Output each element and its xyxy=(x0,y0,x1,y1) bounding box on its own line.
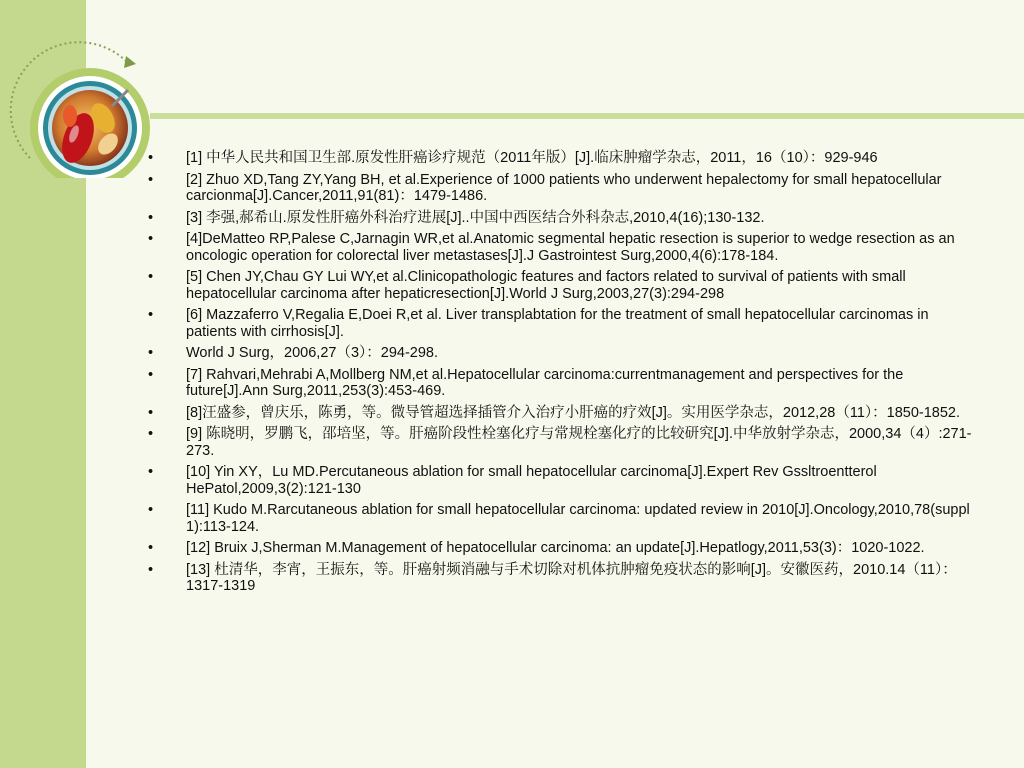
reference-item xyxy=(148,269,978,302)
reference-text: [7] Rahvari,Mehrabi A,Mollberg NM,et al.Hepatocellular carcinoma:currentmanagement and perspectives for the future[J].Ann Surg,2011,253(3):453-469. xyxy=(186,366,904,399)
bullet-icon: • xyxy=(148,231,154,247)
bullet-icon: • xyxy=(148,150,154,166)
reference-item xyxy=(148,231,978,264)
bullet-icon: • xyxy=(148,464,154,480)
reference-text: [13] 杜清华，李宵，王振东，等。肝癌射频消融与手术切除对机体抗肿瘤免疫状态的影响[J]。安徽医药，2010.14（11）：1317-1319 xyxy=(186,561,957,594)
reference-text: [12] Bruix J,Sherman M.Management of hepatocellular carcinoma: an update[J].Hepatlogy,2011,53(3)：1020-1022. xyxy=(186,540,925,556)
reference-item xyxy=(148,502,978,535)
bullet-icon: • xyxy=(148,561,154,578)
reference-text: [11] Kudo M.Rarcutaneous ablation for small hepatocellular carcinoma: updated review in 2010[J].Oncology,2010,78(suppl 1):113-124. xyxy=(186,502,970,535)
header-rule xyxy=(150,113,1024,119)
reference-item xyxy=(148,405,978,422)
reference-item xyxy=(148,345,978,362)
references-list xyxy=(148,150,978,600)
reference-item xyxy=(148,367,978,400)
bullet-icon: • xyxy=(148,366,154,383)
reference-item xyxy=(148,172,978,205)
medicine-pills-logo-icon xyxy=(8,38,158,178)
bullet-icon: • xyxy=(148,269,154,285)
reference-item xyxy=(148,562,978,595)
bullet-icon: • xyxy=(148,307,154,323)
reference-text: [3] 李强,郝希山.原发性肝癌外科治疗进展[J]..中国中西医结合外科杂志,2010,4(16);130-132. xyxy=(186,209,765,226)
bullet-icon: • xyxy=(148,540,154,556)
reference-text: [10] Yin XY，Lu MD.Percutaneous ablation for small hepatocellular carcinoma[J].Expert Rev Gssltroentterol HePatol,2009,3(2):121-130 xyxy=(186,464,877,497)
reference-text: [9] 陈晓明，罗鹏飞，邵培坚，等。肝癌阶段性栓塞化疗与常规栓塞化疗的比较研究[J].中华放射学杂志，2000,34（4）:271-273. xyxy=(186,426,972,459)
bullet-icon: • xyxy=(148,171,154,188)
reference-item xyxy=(148,307,978,340)
reference-text: World J Surg，2006,27（3）：294-298. xyxy=(186,345,439,361)
reference-item xyxy=(148,540,978,557)
bullet-icon: • xyxy=(148,345,154,361)
reference-text: [5] Chen JY,Chau GY Lui WY,et al.Clinicopathologic features and factors related to survival of patients with small hepatocellular carcinoma after hepaticresection[J].World J Surg,2003,27(3):294-298 xyxy=(186,269,906,302)
reference-item xyxy=(148,210,978,227)
bullet-icon: • xyxy=(148,404,154,421)
bullet-icon: • xyxy=(148,502,154,518)
reference-text: [2] Zhuo XD,Tang ZY,Yang BH, et al.Experience of 1000 patients who underwent hepalectomy for small hepatocellular carcionma[J].Cancer,2011,91(81)：1479-1486. xyxy=(186,171,942,204)
bullet-icon: • xyxy=(148,209,154,226)
reference-item xyxy=(148,150,978,167)
reference-text: [8]汪盛参，曾庆乐，陈勇，等。微导管超选择插管介入治疗小肝癌的疗效[J]。实用医学杂志，2012,28（11）：1850-1852. xyxy=(186,404,961,421)
reference-item xyxy=(148,464,978,497)
reference-text: [4]DeMatteo RP,Palese C,Jarnagin WR,et al.Anatomic segmental hepatic resection is superior to wedge resection as an oncologic operation for colorectal liver metastases[J].J Gastrointest Surg,2000,4(6):178-184. xyxy=(186,231,955,264)
bullet-icon: • xyxy=(148,426,154,442)
reference-text: [6] Mazzaferro V,Regalia E,Doei R,et al. Liver transplabtation for the treatment of small hepatocellular carcinomas in patients with cirrhosis[J]. xyxy=(186,307,929,340)
reference-item xyxy=(148,426,978,459)
reference-text: [1] 中华人民共和国卫生部.原发性肝癌诊疗规范（2011年版）[J].临床肿瘤学杂志，2011，16（10）：929-946 xyxy=(186,150,878,166)
